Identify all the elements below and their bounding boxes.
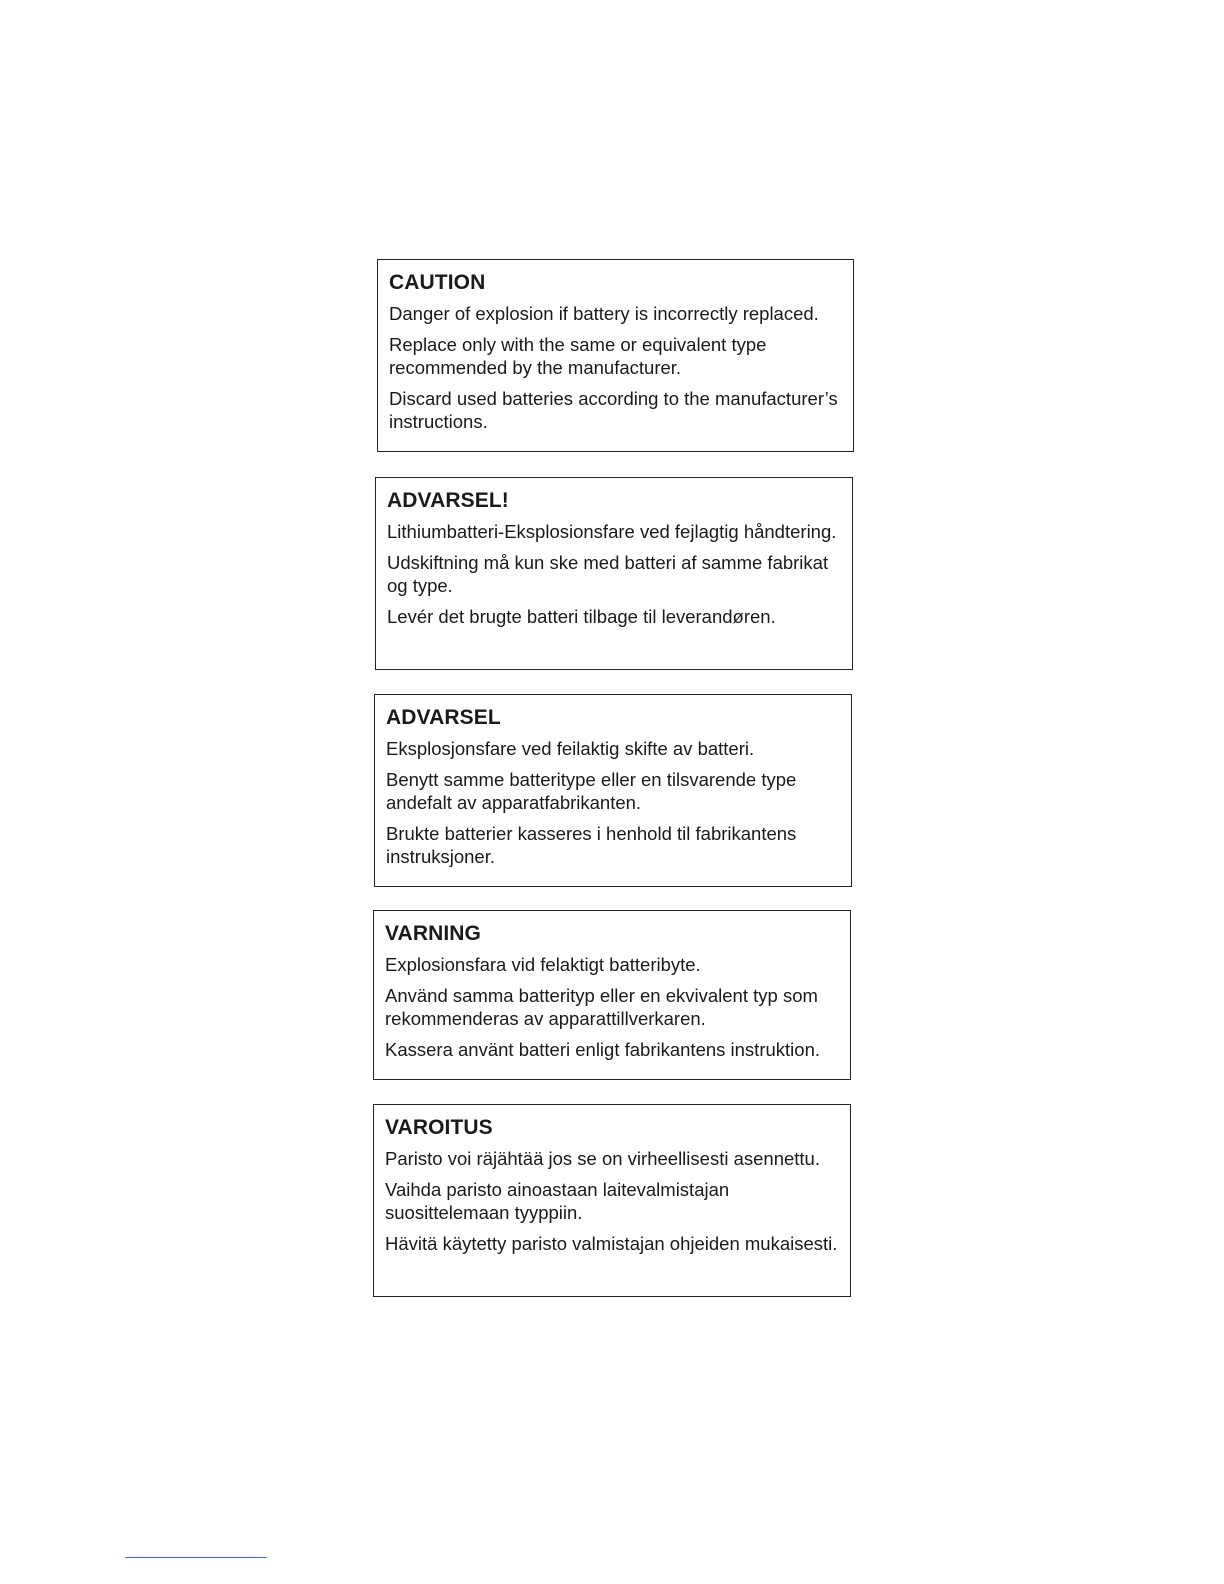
warning-box-finnish (373, 1104, 851, 1297)
warning-line: Använd samma batterityp eller en ekvivalent typ som rekommenderas av apparattillverkaren. (385, 985, 818, 1029)
warning-heading: ADVARSEL! (387, 489, 509, 512)
warning-line: Benytt samme batteritype eller en tilsvarende type andefalt av apparatfabrikanten. (386, 769, 797, 813)
warning-line: Danger of explosion if battery is incorrectly replaced. (389, 303, 819, 324)
warning-heading: CAUTION (389, 271, 486, 294)
warning-line: Levér det brugte batteri tilbage til leverandøren. (387, 606, 776, 627)
footnote-divider (125, 1557, 267, 1558)
warning-line: Vaihda paristo ainoastaan laitevalmistajan suosittelemaan tyyppiin. (385, 1179, 730, 1223)
warning-heading: VARNING (385, 922, 481, 945)
warning-line: Discard used batteries according to the manufacturer’s instructions. (389, 388, 838, 432)
warning-line: Lithiumbatteri-Eksplosionsfare ved fejlagtig håndtering. (387, 521, 837, 542)
warning-heading: VAROITUS (385, 1116, 493, 1139)
warning-line: Paristo voi räjähtää jos se on virheellisesti asennettu. (385, 1148, 820, 1169)
warning-heading: ADVARSEL (386, 706, 501, 729)
warning-line: Eksplosjonsfare ved feilaktig skifte av batteri. (386, 738, 755, 759)
warning-box-danish (375, 477, 853, 670)
warning-line: Explosionsfara vid felaktigt batteribyte. (385, 954, 701, 975)
warning-box-swedish (373, 910, 851, 1080)
warning-line: Replace only with the same or equivalent type recommended by the manufacturer. (389, 334, 767, 378)
warning-box-norwegian (374, 694, 852, 887)
caution-box-english (377, 259, 854, 452)
warning-line: Brukte batterier kasseres i henhold til fabrikantens instruksjoner. (386, 823, 797, 867)
warning-line: Hävitä käytetty paristo valmistajan ohjeiden mukaisesti. (385, 1233, 838, 1254)
warning-line: Kassera använt batteri enligt fabrikantens instruktion. (385, 1039, 820, 1060)
warning-line: Udskiftning må kun ske med batteri af samme fabrikat og type. (387, 552, 829, 596)
